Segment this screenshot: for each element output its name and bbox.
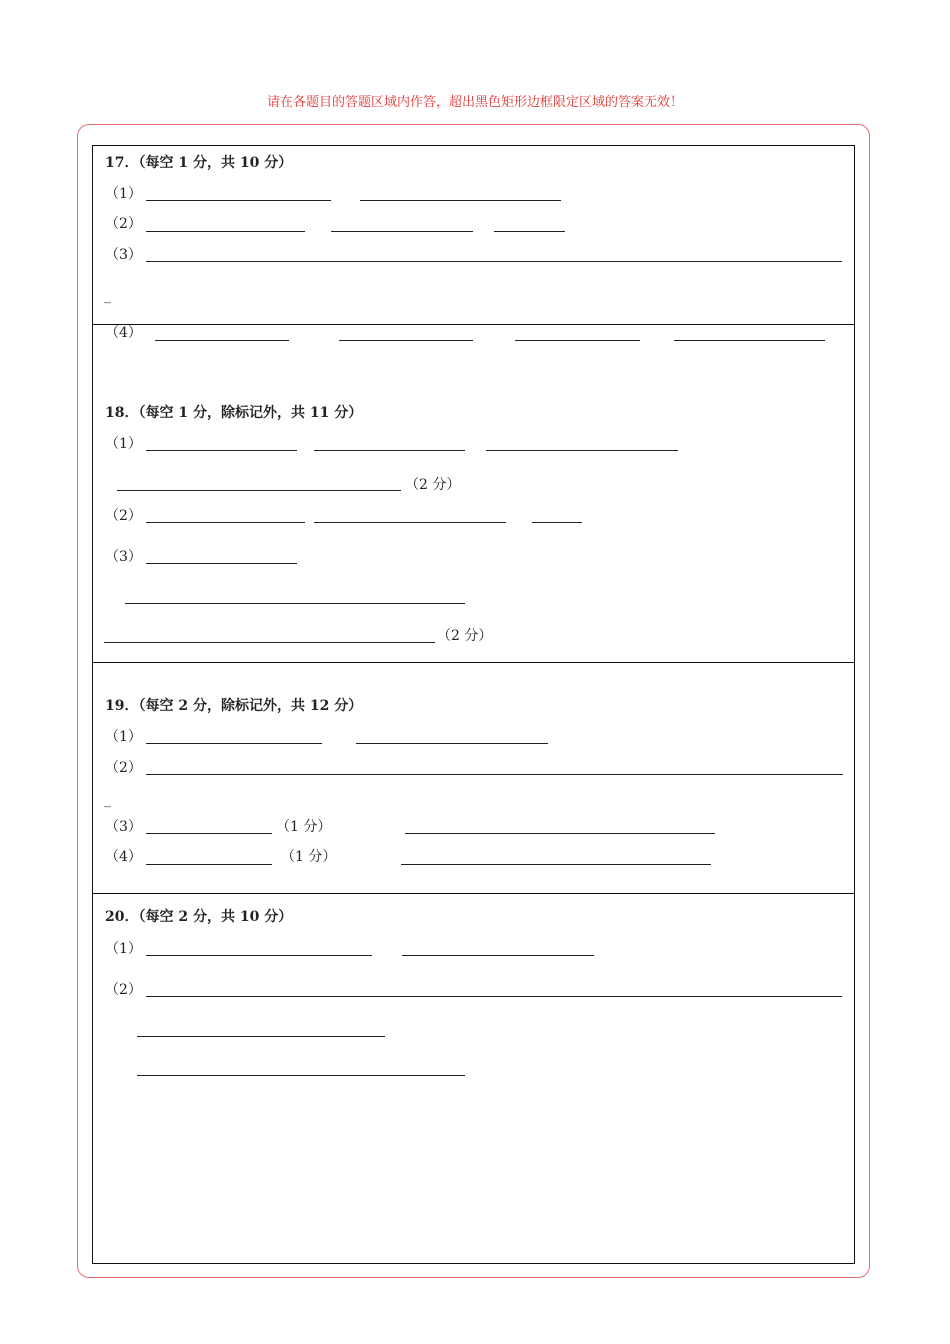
part-1-label: （1） bbox=[105, 729, 142, 745]
answer-blank[interactable] bbox=[146, 563, 297, 564]
answer-blank[interactable] bbox=[117, 490, 401, 491]
answer-blank[interactable] bbox=[146, 833, 272, 834]
score-note: （2 分） bbox=[405, 477, 461, 493]
answer-blank[interactable] bbox=[146, 200, 331, 201]
answer-area-notice: 请在各题目的答题区域内作答，超出黑色矩形边框限定区域的答案无效！ bbox=[266, 95, 683, 110]
answer-blank[interactable] bbox=[146, 261, 842, 262]
answer-blank[interactable] bbox=[314, 450, 465, 451]
answer-blank[interactable] bbox=[146, 231, 305, 232]
section-divider bbox=[93, 893, 854, 894]
answer-blank[interactable] bbox=[402, 955, 594, 956]
answer-blank[interactable] bbox=[494, 231, 565, 232]
part-4-label: （4） bbox=[105, 325, 142, 341]
answer-blank[interactable] bbox=[146, 996, 842, 997]
answer-blank[interactable] bbox=[146, 743, 322, 744]
question-17-title: 17．（每空 1 分，共 10 分） bbox=[105, 155, 293, 171]
answer-blank[interactable] bbox=[674, 340, 825, 341]
part-1-label: （1） bbox=[105, 941, 142, 957]
part-3-label: （3） bbox=[105, 549, 142, 565]
score-note: （1 分） bbox=[281, 849, 337, 865]
part-3-label: （3） bbox=[105, 247, 142, 263]
score-note: （1 分） bbox=[276, 819, 332, 835]
answer-blank[interactable] bbox=[331, 231, 473, 232]
part-2-label: （2） bbox=[105, 982, 142, 998]
answer-blank[interactable] bbox=[146, 522, 305, 523]
continuation-mark: _ bbox=[104, 792, 111, 808]
answer-blank[interactable] bbox=[125, 603, 465, 604]
section-divider bbox=[93, 662, 854, 663]
answer-blank[interactable] bbox=[532, 522, 582, 523]
answer-blank[interactable] bbox=[137, 1075, 465, 1076]
answer-blank[interactable] bbox=[146, 774, 843, 775]
answer-blank[interactable] bbox=[356, 743, 548, 744]
answer-blank[interactable] bbox=[314, 522, 506, 523]
answer-blank[interactable] bbox=[401, 864, 711, 865]
answer-blank[interactable] bbox=[104, 642, 435, 643]
answer-blank[interactable] bbox=[339, 340, 473, 341]
answer-blank[interactable] bbox=[405, 833, 715, 834]
question-20-title: 20．（每空 2 分，共 10 分） bbox=[105, 909, 293, 925]
answer-blank[interactable] bbox=[155, 340, 289, 341]
answer-blank[interactable] bbox=[146, 450, 297, 451]
answer-blank[interactable] bbox=[146, 864, 272, 865]
part-3-label: （3） bbox=[105, 819, 142, 835]
answer-blank[interactable] bbox=[137, 1036, 385, 1037]
part-2-label: （2） bbox=[105, 216, 142, 232]
part-2-label: （2） bbox=[105, 508, 142, 524]
answer-blank[interactable] bbox=[486, 450, 678, 451]
answer-blank[interactable] bbox=[515, 340, 640, 341]
part-2-label: （2） bbox=[105, 760, 142, 776]
answer-blank[interactable] bbox=[146, 955, 372, 956]
score-note: （2 分） bbox=[437, 628, 493, 644]
section-divider bbox=[93, 324, 854, 325]
part-1-label: （1） bbox=[105, 436, 142, 452]
question-18-title: 18．（每空 1 分，除标记外，共 11 分） bbox=[105, 405, 363, 421]
continuation-mark: _ bbox=[104, 288, 111, 304]
answer-blank[interactable] bbox=[360, 200, 561, 201]
part-4-label: （4） bbox=[105, 849, 142, 865]
part-1-label: （1） bbox=[105, 186, 142, 202]
question-19-title: 19．（每空 2 分，除标记外，共 12 分） bbox=[105, 698, 363, 714]
